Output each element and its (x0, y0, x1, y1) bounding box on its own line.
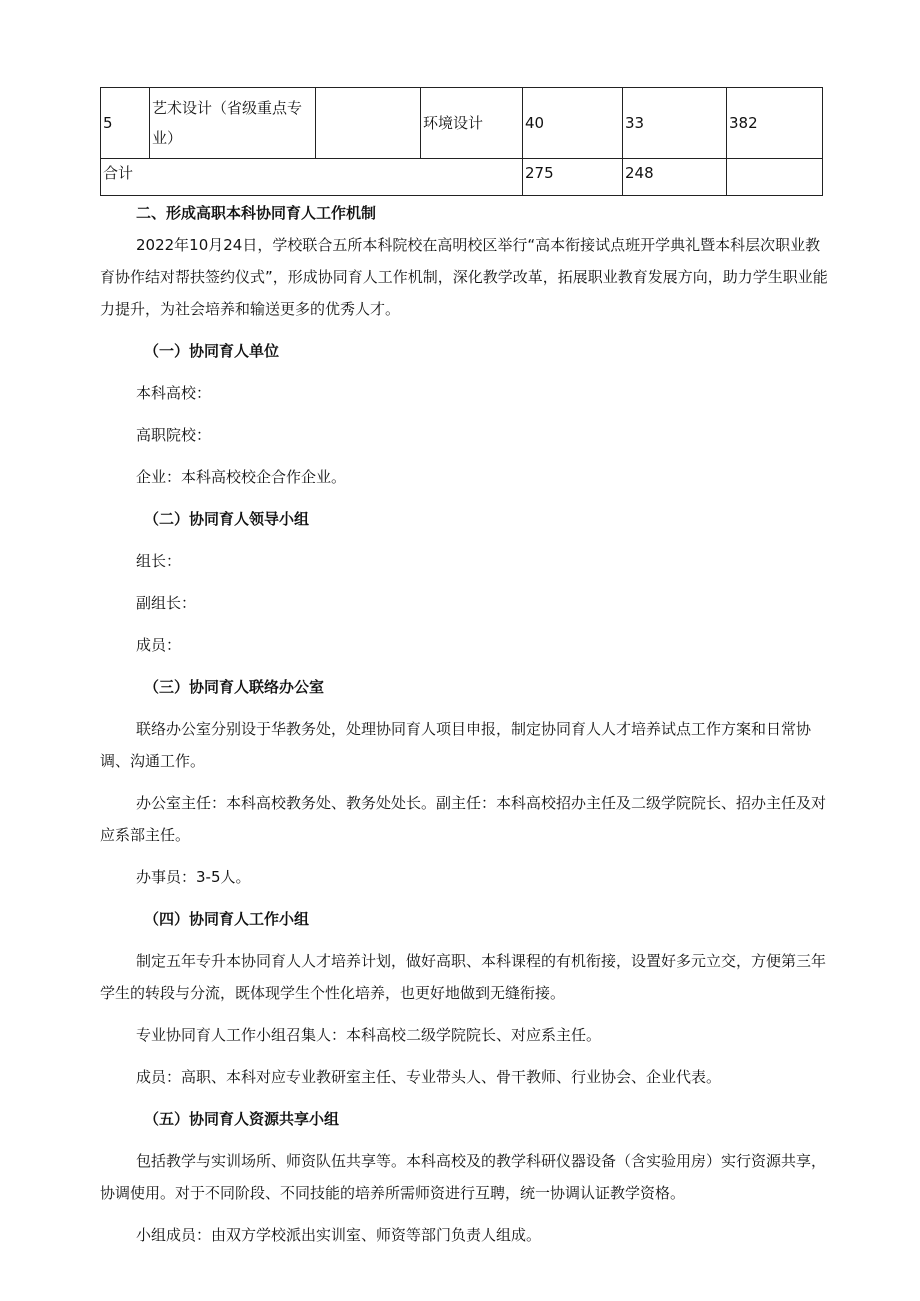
document-body (100, 197, 830, 1251)
section-heading: 二、形成高职本科协同育人工作机制 (136, 204, 377, 222)
members-line: 成员： (136, 636, 182, 654)
total-last-cell (727, 159, 823, 196)
office-director-paragraph: 办公室主任：本科高校教务处、教务处处长。副主任：本科高校招办主任及二级学院院长、招办主任及对应系部主任。 (100, 794, 827, 844)
plan-cell: 40 (523, 88, 623, 159)
empty-cell (316, 88, 421, 159)
subsection-heading-units: （一）协同育人单位 (144, 342, 280, 360)
deputy-leader-line: 副组长： (136, 594, 197, 612)
table-row (101, 88, 823, 159)
enrollment-table (100, 87, 823, 196)
resources-members-paragraph: 小组成员：由双方学校派出实训室、师资等部门负责人组成。 (136, 1226, 542, 1244)
workgroup-members-paragraph: 成员：高职、本科对应专业教研室主任、专业带头人、骨干教师、行业协会、企业代表。 (136, 1068, 722, 1086)
vocational-college-line: 高职院校： (136, 426, 212, 444)
total-actual-cell: 248 (623, 159, 727, 196)
workgroup-plan-paragraph: 制定五年专升本协同育人人才培养计划，做好高职、本科课程的有机衔接，设置好多元立交，方便第三年学生的转段与分流，既体现学生个性化培养，也更好地做到无缝衔接。 (100, 952, 827, 1002)
major-cell: 艺术设计（省级重点专业） (150, 88, 316, 159)
actual-cell: 33 (623, 88, 727, 159)
table-total-row (101, 159, 823, 196)
office-staff-paragraph: 办事员：3-5人。 (136, 868, 251, 886)
group-leader-line: 组长： (136, 552, 182, 570)
enterprise-line: 企业：本科高校校企合作企业。 (136, 468, 347, 486)
direction-cell: 环境设计 (421, 88, 523, 159)
subsection-heading-leadership: （二）协同育人领导小组 (144, 510, 310, 528)
subsection-heading-office: （三）协同育人联络办公室 (144, 678, 325, 696)
office-paragraph: 联络办公室分别设于华教务处，处理协同育人项目申报，制定协同育人人才培养试点工作方案和日常协调、沟通工作。 (100, 720, 812, 770)
resources-sharing-paragraph: 包括教学与实训场所、师资队伍共享等。本科高校及的教学科研仪器设备（含实验用房）实行资源共享，协调使用。对于不同阶段、不同技能的培养所需师资进行互聘，统一协调认证教学资格。 (100, 1152, 827, 1202)
undergrad-university-line: 本科高校： (136, 384, 212, 402)
workgroup-convener-paragraph: 专业协同育人工作小组召集人：本科高校二级学院院长、对应系主任。 (136, 1026, 602, 1044)
total-plan-cell: 275 (523, 159, 623, 196)
total-label-cell: 合计 (101, 159, 523, 196)
row-index-cell: 5 (101, 88, 150, 159)
section-intro-paragraph: 2022年10月24日，学校联合五所本科院校在高明校区举行“高本衔接试点班开学典礼暨本科层次职业教育协作结对帮扶签约仪式”，形成协同育人工作机制，深化教学改革，拓展职业教育发展方向，助力学生职业能力提升，为社会培养和输送更多的优秀人才。 (100, 236, 828, 318)
subsection-heading-resources: （五）协同育人资源共享小组 (144, 1110, 340, 1128)
last-cell: 382 (727, 88, 823, 159)
subsection-heading-workgroup: （四）协同育人工作小组 (144, 910, 310, 928)
